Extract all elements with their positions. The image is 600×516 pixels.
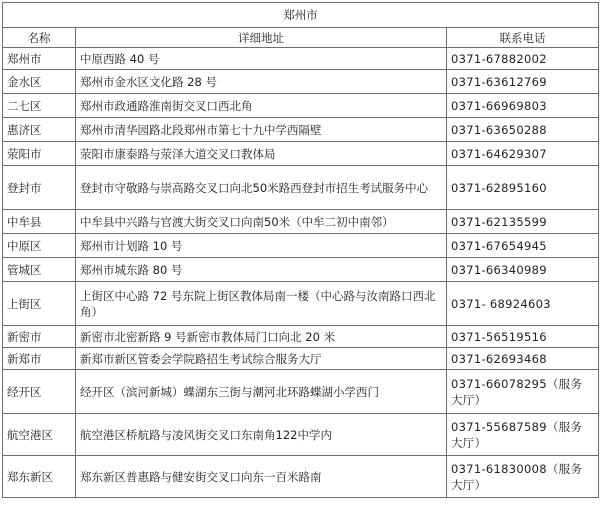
row-address: 登封市守敬路与崇高路交叉口向北50米路西登封市招生考试服务中心 (76, 166, 447, 210)
table-row (3, 414, 599, 456)
table-row (3, 70, 599, 94)
row-name: 管城区 (3, 258, 76, 282)
row-address: 新密市北密新路 9 号新密市教体局门口向北 20 米 (76, 326, 447, 348)
row-phone: 0371-64629307 (447, 142, 599, 166)
table-row (3, 348, 599, 370)
table-row (3, 326, 599, 348)
table-row (3, 258, 599, 282)
row-name: 金水区 (3, 70, 76, 94)
row-phone: 0371-62895160 (447, 166, 599, 210)
table-row (3, 210, 599, 234)
table-row (3, 234, 599, 258)
row-phone: 0371-63612769 (447, 70, 599, 94)
title-row (3, 3, 599, 28)
table-row (3, 456, 599, 498)
row-address: 郑州市政通路淮南街交叉口西北角 (76, 94, 447, 118)
row-name: 新密市 (3, 326, 76, 348)
row-address: 新郑市新区管委会学院路招生考试综合服务大厅 (76, 348, 447, 370)
row-name: 上街区 (3, 282, 76, 326)
row-phone: 0371- 68924603 (447, 282, 599, 326)
row-address: 航空港区桥航路与凌风街交叉口东南角122中学内 (76, 414, 447, 456)
row-phone: 0371-66969803 (447, 94, 599, 118)
row-address: 郑东新区普惠路与健安街交叉口向东一百米路南 (76, 456, 447, 498)
row-address: 郑州市城东路 80 号 (76, 258, 447, 282)
row-name: 二七区 (3, 94, 76, 118)
table-row (3, 94, 599, 118)
row-phone: 0371-55687589（服务大厅） (447, 414, 599, 456)
row-phone: 0371-63650288 (447, 118, 599, 142)
row-address: 郑州市计划路 10 号 (76, 234, 447, 258)
row-phone: 0371-56519516 (447, 326, 599, 348)
row-name: 中原区 (3, 234, 76, 258)
row-phone: 0371-67654945 (447, 234, 599, 258)
row-address: 郑州市金水区文化路 28 号 (76, 70, 447, 94)
row-name: 航空港区 (3, 414, 76, 456)
table-title: 郑州市 (3, 3, 599, 28)
row-address: 经开区（滨河新城）蝶湖东三街与潮河北环路蝶湖小学西门 (76, 370, 447, 414)
row-phone: 0371-62693468 (447, 348, 599, 370)
row-address: 中牟县中兴路与官渡大街交叉口向南50米（中牟二初中南邻） (76, 210, 447, 234)
row-name: 登封市 (3, 166, 76, 210)
table-row (3, 166, 599, 210)
row-name: 荥阳市 (3, 142, 76, 166)
row-phone: 0371-67882002 (447, 48, 599, 70)
table-row (3, 282, 599, 326)
row-address: 郑州市清华园路北段郑州市第七十九中学西隔壁 (76, 118, 447, 142)
row-name: 惠济区 (3, 118, 76, 142)
row-name: 郑东新区 (3, 456, 76, 498)
row-address: 荥阳市康泰路与荥泽大道交叉口教体局 (76, 142, 447, 166)
table-row (3, 142, 599, 166)
row-phone: 0371-61830008（服务大厅） (447, 456, 599, 498)
row-name: 经开区 (3, 370, 76, 414)
row-phone: 0371-66078295（服务大厅） (447, 370, 599, 414)
table-row (3, 118, 599, 142)
column-header-name: 名称 (3, 28, 76, 48)
column-header-phone: 联系电话 (447, 28, 599, 48)
row-address: 中原西路 40 号 (76, 48, 447, 70)
row-name: 新郑市 (3, 348, 76, 370)
column-header-address: 详细地址 (76, 28, 447, 48)
row-name: 中牟县 (3, 210, 76, 234)
row-name: 郑州市 (3, 48, 76, 70)
header-row (3, 28, 599, 48)
contact-table (2, 2, 599, 498)
row-phone: 0371-62135599 (447, 210, 599, 234)
row-address: 上街区中心路 72 号东院上街区教体局南一楼（中心路与汝南路口西北角） (76, 282, 447, 326)
table-row (3, 370, 599, 414)
row-phone: 0371-66340989 (447, 258, 599, 282)
table-row (3, 48, 599, 70)
